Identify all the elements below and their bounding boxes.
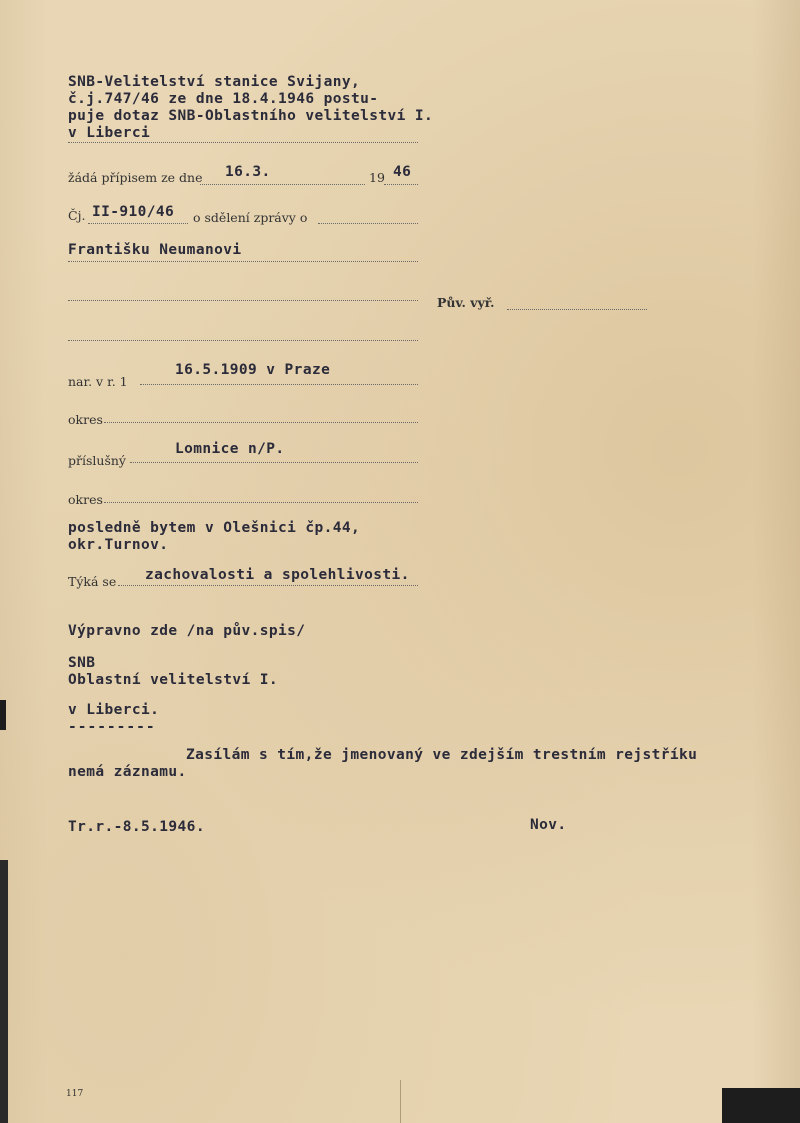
page-number: 117 [66, 1089, 84, 1099]
left-edge-mark-1 [0, 700, 6, 730]
request-year-line [384, 184, 418, 185]
request-date: 16.3. [225, 164, 271, 180]
about-label: o sdělení zprávy o [193, 210, 308, 225]
left-edge-shadow [0, 860, 8, 1123]
header-line-1: SNB-Velitelství stanice Svijany, [68, 74, 361, 90]
request-year-prefix: 19 [369, 170, 385, 185]
birth-line [140, 384, 418, 385]
domicile-line [130, 462, 418, 463]
blank-line-1 [68, 300, 418, 301]
subject-line [118, 585, 418, 586]
residence-line-2: okr.Turnov. [68, 537, 169, 553]
birth-okres-line [104, 422, 418, 423]
footer-reference: Tr.r.-8.5.1946. [68, 819, 205, 835]
fold-mark [400, 1080, 401, 1123]
birth-value: 16.5.1909 v Praze [175, 362, 331, 378]
dispatch-underline: --------- [68, 719, 156, 735]
subject-value: zachovalosti a spolehlivosti. [145, 567, 410, 583]
domicile-okres-label: okres [68, 492, 103, 507]
birth-okres-label: okres [68, 412, 103, 427]
residence-line-1: posledně bytem v Olešnici čp.44, [68, 520, 361, 536]
blank-line-2 [68, 340, 418, 341]
header-line-2: č.j.747/46 ze dne 18.4.1946 postu- [68, 91, 379, 107]
domicile-okres-line [104, 502, 418, 503]
dispatch-addr-1: SNB [68, 655, 96, 671]
request-label: žádá přípisem ze dne [68, 170, 203, 185]
domicile-value: Lomnice n/P. [175, 441, 285, 457]
puv-vyr-line [507, 309, 647, 310]
cj-line [88, 223, 188, 224]
domicile-label: příslušný [68, 453, 126, 468]
request-date-line [200, 184, 365, 185]
header-line-3: puje dotaz SNB-Oblastního velitelství I. [68, 108, 434, 124]
header-dotted-line [68, 142, 418, 143]
birth-label: nar. v r. 1 [68, 374, 128, 389]
subject-label: Týká se [68, 574, 117, 589]
cj-value: II-910/46 [92, 204, 175, 220]
message-line-1: Zasílám s tím,že jmenovaný ve zdejším trestním rejstříku [186, 747, 698, 763]
header-line-4: v Liberci [68, 125, 151, 141]
person-name: Františku Neumanovi [68, 242, 242, 258]
dispatch-note: Výpravno zde /na pův.spis/ [68, 623, 306, 639]
cj-label: Čj. [68, 208, 86, 223]
about-line [318, 223, 418, 224]
bottom-right-shadow [722, 1088, 800, 1123]
request-year: 46 [393, 164, 412, 180]
message-line-2: nemá záznamu. [68, 764, 187, 780]
puv-vyr-label: Pův. vyř. [437, 295, 495, 310]
footer-initials: Nov. [530, 817, 567, 833]
dispatch-addr-3: v Liberci. [68, 702, 160, 718]
dispatch-addr-2: Oblastní velitelství I. [68, 672, 278, 688]
person-line [68, 261, 418, 262]
